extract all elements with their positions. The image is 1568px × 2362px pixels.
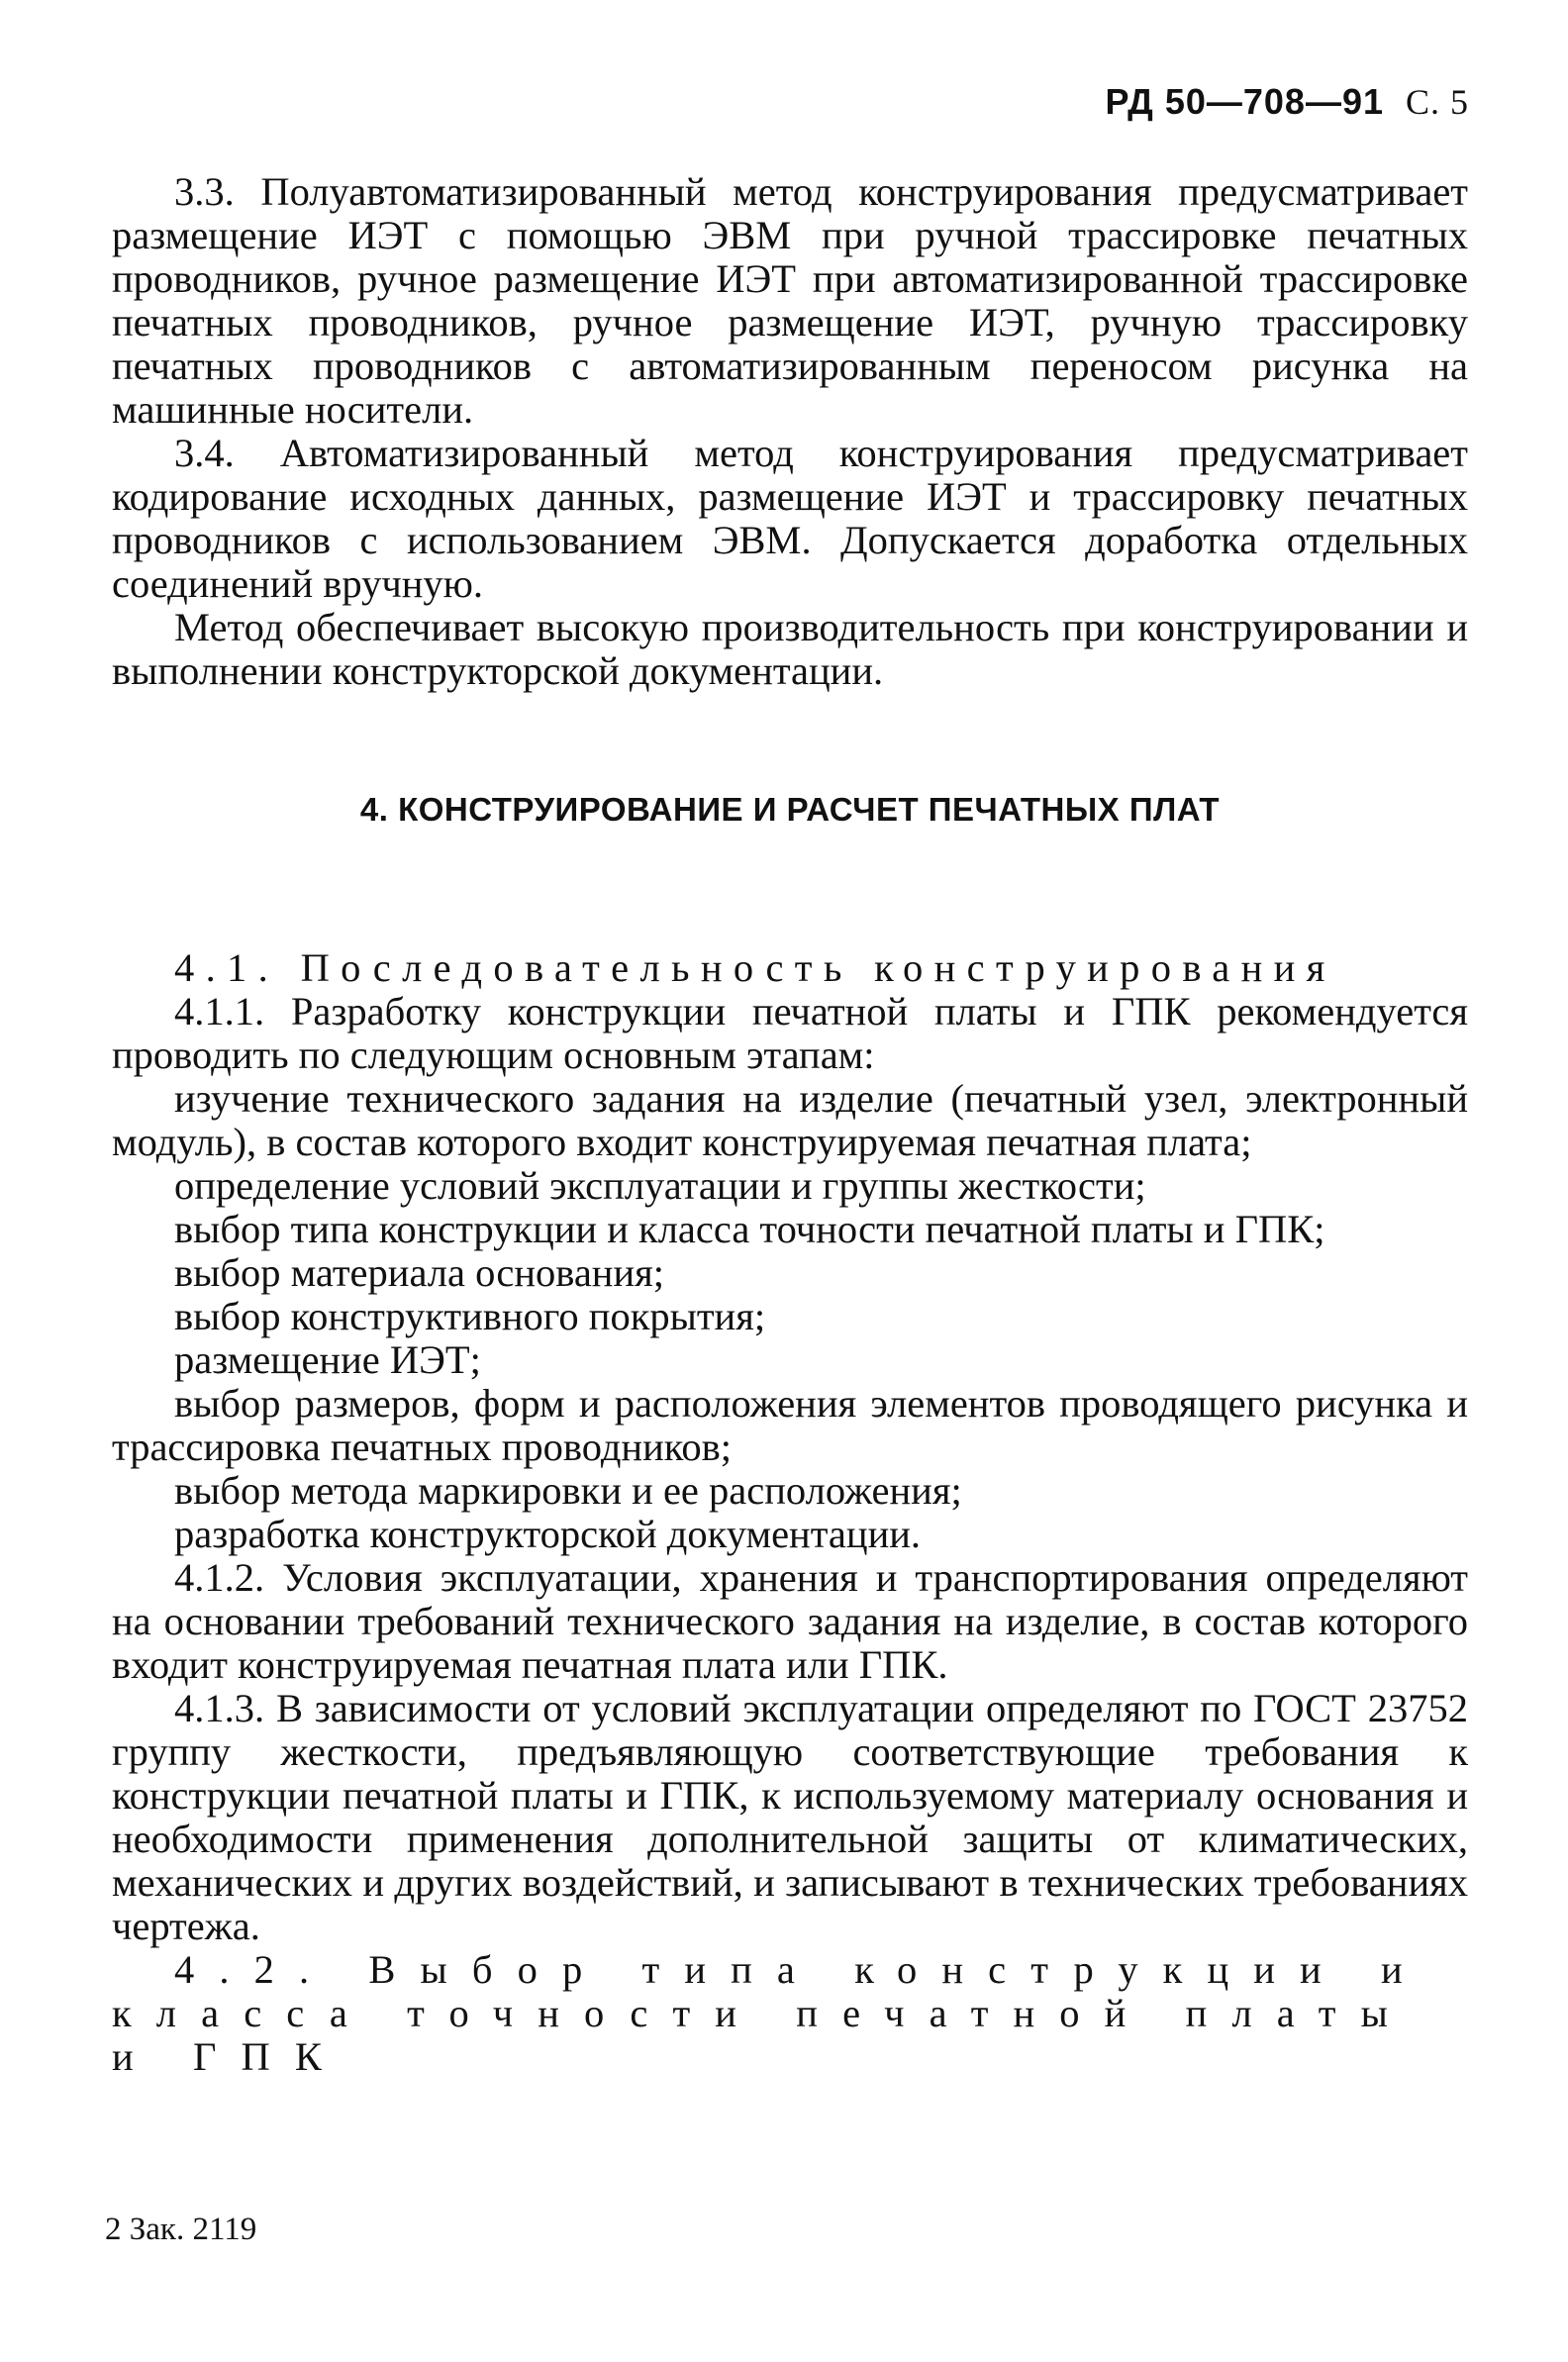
subheading-4-1-text: 4.1. Последовательность конструирования (174, 945, 1336, 990)
subheading-4-2 (112, 1948, 1468, 2079)
paragraph-4-1-2: 4.1.2. Условия эксплуатации, хранения и транспортирования определяют на основании требований технического задания на изделие, в состав которого входит конструируемая печатная плата или ГПК. (112, 1555, 1468, 1687)
section-4-text (112, 946, 1468, 2079)
section-3-text (112, 170, 1468, 693)
stage-item: выбор метода маркировки и ее расположения; (174, 1468, 962, 1513)
stage-item: выбор конструктивного покрытия; (174, 1294, 766, 1338)
stage-item: разработка конструкторской документации. (174, 1512, 922, 1556)
stage-item: выбор размеров, форм и расположения элементов проводящего рисунка и трассировка печатных проводников; (112, 1381, 1468, 1469)
stage-item: размещение ИЭТ; (174, 1337, 481, 1382)
page-number: С. 5 (1405, 82, 1469, 122)
subheading-4-2-text: 4.2. Выбор типа конструкции и класса точности печатной платы и ГПК (112, 1947, 1427, 2079)
paragraph-method: Метод обеспечивает высокую производительность при конструировании и выполнении конструкторской документации. (112, 605, 1468, 693)
subheading-4-1 (112, 946, 1468, 990)
page-header (1105, 81, 1469, 123)
paragraph-3-3: 3.3. Полуавтоматизированный метод конструирования предусматривает размещение ИЭТ с помощью ЭВМ при ручной трассировке печатных проводников, ручное размещение ИЭТ при автоматизированной трассировке печатных проводников, ручное размещение ИЭТ, ручную трассировку печатных проводников с автоматизированным переносом рисунка на машинные носители. (112, 169, 1468, 432)
document-code: РД 50—708—91 (1105, 81, 1384, 122)
stage-item: изучение технического задания на изделие (печатный узел, электронный модуль), в состав которого входит конструируемая печатная плата; (112, 1076, 1468, 1164)
stage-item: выбор материала основания; (174, 1250, 665, 1295)
print-order-note: 2 Зак. 2119 (105, 2212, 257, 2247)
stage-item: определение условий эксплуатации и группы жесткости; (174, 1163, 1146, 1208)
section-4-heading: 4. КОНСТРУИРОВАНИЕ И РАСЧЕТ ПЕЧАТНЫХ ПЛАТ (359, 791, 1221, 828)
paragraph-3-4: 3.4. Автоматизированный метод конструирования предусматривает кодирование исходных данных, размещение ИЭТ и трассировку печатных проводников с использованием ЭВМ. Допускается доработка отдельных соединений вручную. (112, 431, 1468, 606)
paragraph-4-1-3: 4.1.3. В зависимости от условий эксплуатации определяют по ГОСТ 23752 группу жесткости, предъявляющую соответствующие требования к конструкции печатной платы и ГПК, к используемому материалу основания и необходимости применения дополнительной защиты от климатических, механических и других воздействий, и записывают в технических требованиях чертежа. (112, 1686, 1468, 1948)
paragraph-4-1-1: 4.1.1. Разработку конструкции печатной платы и ГПК рекомендуется проводить по следующим основным этапам: (112, 989, 1468, 1077)
stage-item: выбор типа конструкции и класса точности печатной платы и ГПК; (174, 1207, 1325, 1251)
